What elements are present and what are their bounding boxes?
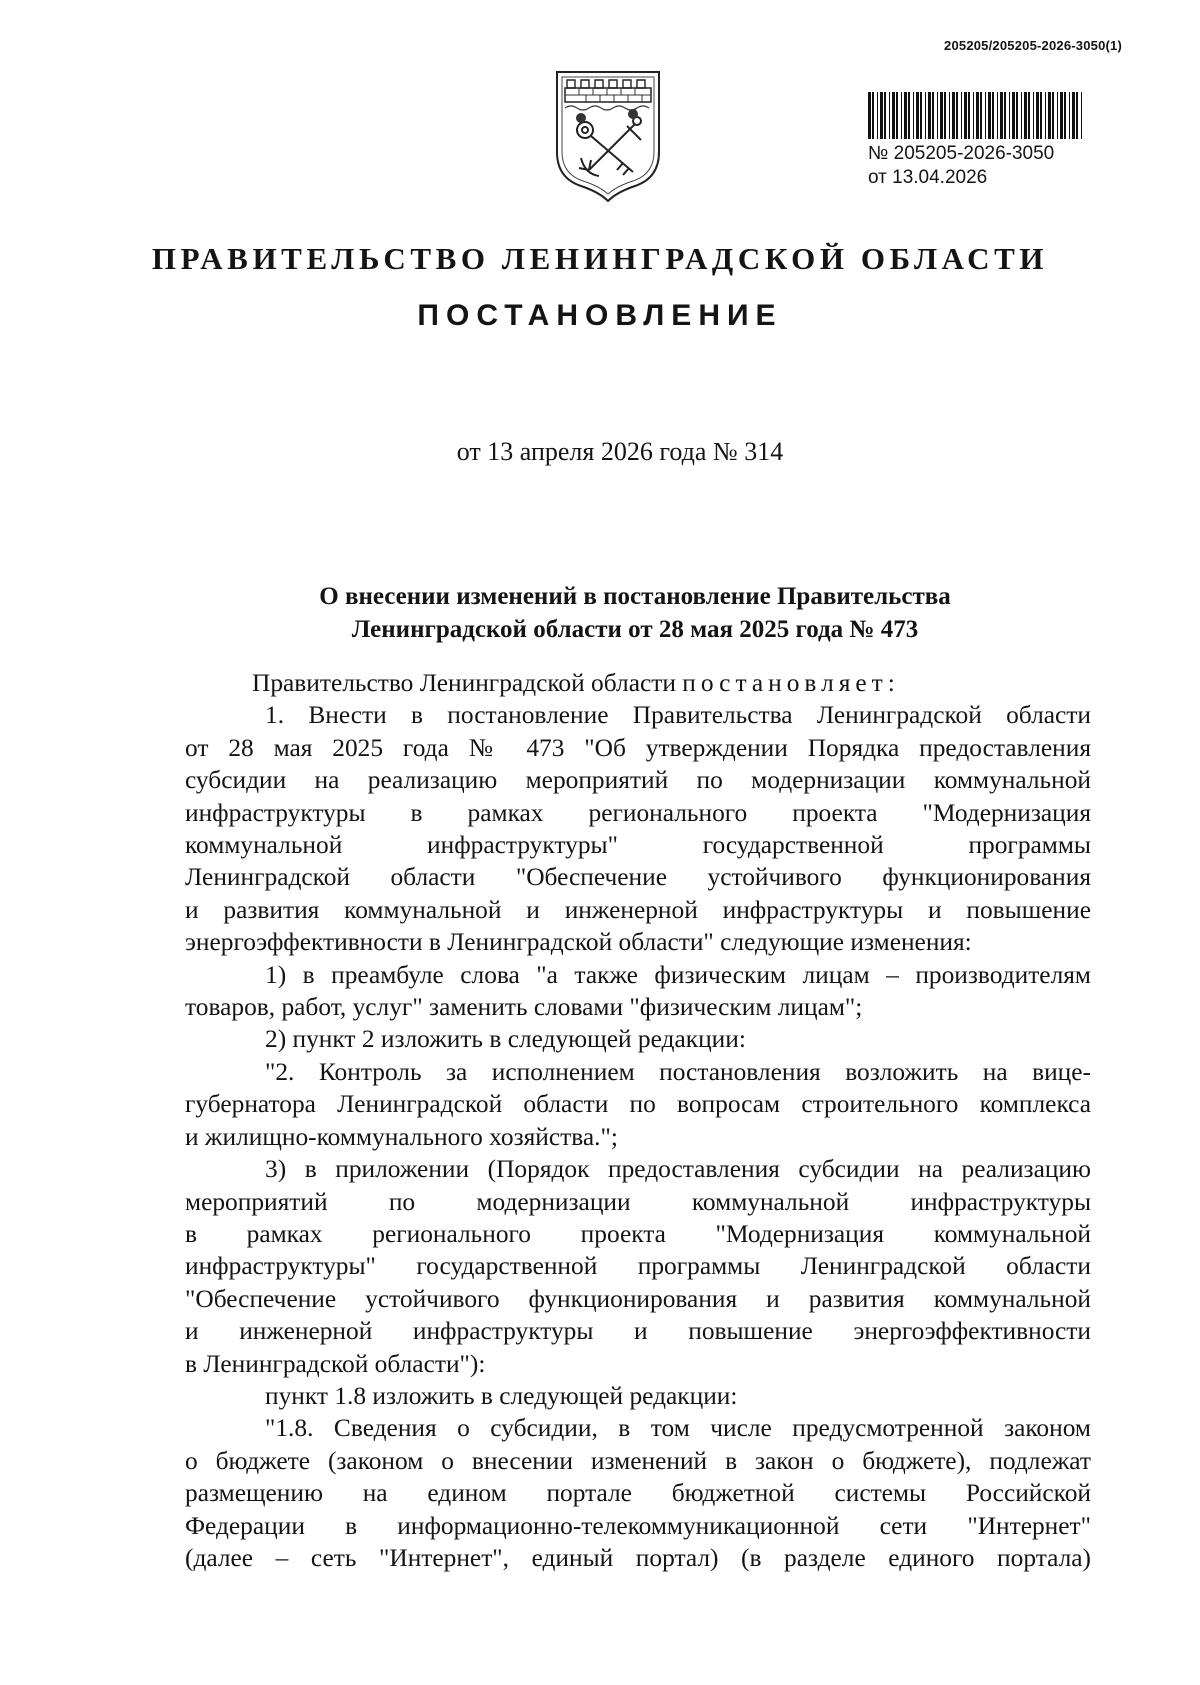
body-line: пункт 1.8 изложить в следующей редакции:	[265, 1381, 738, 1410]
intro-text: Правительство Ленинградской области	[252, 669, 683, 697]
body-line: субсидии на реализацию мероприятий по модернизации коммунальной	[185, 766, 1091, 795]
body-line: о бюджете (законом о внесении изменений в закон о бюджете), подлежат	[185, 1446, 1091, 1475]
body-intro	[185, 667, 1091, 699]
body-line: и жилищно-коммунального хозяйства.";	[185, 1122, 618, 1151]
body-line: инфраструктуры" государственной программы Ленинградской области	[185, 1252, 1091, 1281]
body-line: Федерации в информационно-телекоммуникационной сети "Интернет"	[185, 1511, 1091, 1540]
registration-date: от 13.04.2026	[868, 167, 988, 188]
body-line: товаров, работ, услуг" заменить словами "физическим лицам";	[185, 993, 863, 1022]
body-line: 3) в приложении (Порядок предоставления субсидии на реализацию	[265, 1155, 1091, 1184]
subject-line: О внесении изменений в постановление Правительства	[319, 583, 951, 610]
body-line: и развития коммунальной и инженерной инфраструктуры и повышение	[185, 895, 1091, 924]
body-line: в рамках регионального проекта "Модернизация коммунальной	[185, 1219, 1091, 1248]
body-line: мероприятий по модернизации коммунальной инфраструктуры	[185, 1187, 1091, 1216]
body-line: 2) пункт 2 изложить в следующей редакции:	[265, 1025, 746, 1054]
document-date-number: от 13 апреля 2026 года № 314	[456, 437, 784, 466]
body-line: 1. Внести в постановление Правительства Ленинградской области	[265, 701, 1091, 730]
document-reference-code: 205205/205205-2026-3050(1)	[944, 38, 1122, 53]
body-line: инфраструктуры в рамках регионального проекта "Модернизация	[185, 798, 1091, 827]
body-line: в Ленинградской области"):	[185, 1349, 486, 1378]
body-line: "2. Контроль за исполнением постановления возложить на вице-	[265, 1057, 1091, 1086]
document-subject	[0, 580, 1200, 646]
body-line: от 28 мая 2025 года № 473 "Об утверждении Порядка предоставления	[185, 733, 1091, 762]
body-line: губернатора Ленинградской области по вопросам строительного комплекса	[185, 1090, 1091, 1119]
subject-line: Ленинградской области от 28 мая 2025 года № 473	[351, 616, 919, 643]
body-line: размещению на едином портале бюджетной системы Российской	[185, 1479, 1091, 1508]
body-line: "1.8. Сведения о субсидии, в том числе предусмотренной законом	[265, 1414, 1091, 1443]
body-line: и инженерной инфраструктуры и повышение энергоэффективности	[185, 1317, 1091, 1346]
body-line: энергоэффективности в Ленинградской области" следующие изменения:	[185, 928, 972, 957]
registration-block	[868, 142, 1054, 190]
document-type: ПОСТАНОВЛЕНИЕ	[417, 299, 783, 332]
intro-verb: постановляет:	[682, 669, 900, 697]
registration-number: № 205205-2026-3050	[868, 143, 1055, 164]
body-line: коммунальной инфраструктуры" государственной программы	[185, 831, 1091, 860]
coat-of-arms-icon	[551, 66, 665, 202]
body-line: 1) в преамбуле слова "а также физическим лицам – производителям	[265, 960, 1091, 989]
body-line: (далее – сеть "Интернет", единый портал) (в разделе единого портала)	[185, 1543, 1091, 1572]
body-line: "Обеспечение устойчивого функционирования и развития коммунальной	[185, 1284, 1091, 1313]
document-body	[185, 667, 1091, 1574]
government-title: ПРАВИТЕЛЬСТВО ЛЕНИНГРАДСКОЙ ОБЛАСТИ	[151, 241, 1049, 276]
body-line: Ленинградской области "Обеспечение устойчивого функционирования	[185, 863, 1091, 892]
barcode	[868, 92, 1084, 139]
